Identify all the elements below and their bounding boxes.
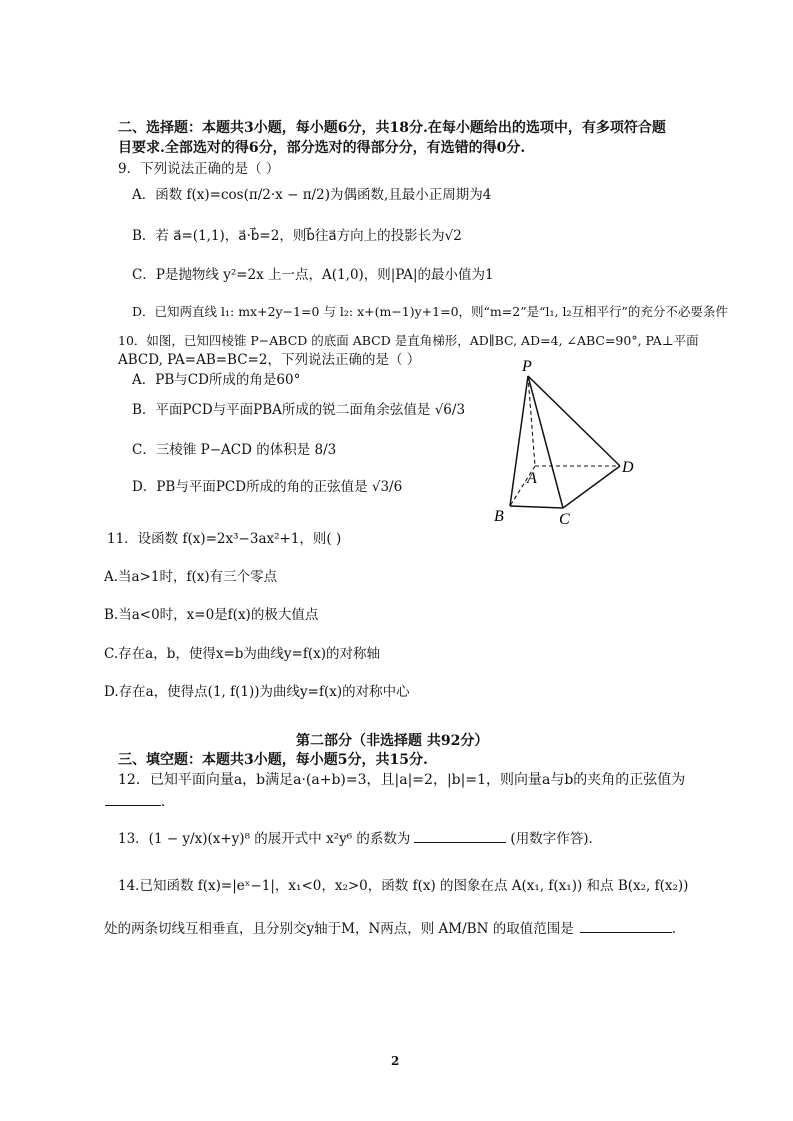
q14-line1: 14.已知函数 f(x)=|eˣ−1|，x₁<0，x₂>0，函数 f(x) 的图象在点 A(x₁, f(x₁)) 和点 B(x₂, f(x₂)) [118,878,689,894]
q14-answer-blank[interactable] [580,918,672,933]
edge-BC [510,506,563,508]
q12-answer-blank[interactable] [105,791,161,806]
pyramid-figure [480,358,660,533]
q14-line2 [104,918,676,938]
q12-line1: 12．已知平面向量a，b满足a·(a+b)=3，且|a|=2，|b|=1，则向量a与b的夹角的正弦值为 [118,772,686,788]
section2-header-line2: 目要求.全部选对的得6分，部分选对的得部分分，有选错的得0分. [118,140,526,156]
q10-stem-line2: ABCD, PA=AB=BC=2，下列说法正确的是（ ） [118,352,421,368]
q12-answer-line [105,791,165,811]
q14-period: . [671,921,676,937]
q9-option-b: B．若 a⃗=(1,1)，a⃗·b⃗=2，则b⃗往a⃗方向上的投影长为√2 [132,228,462,244]
q11-option-a: A.当a>1时，f(x)有三个零点 [104,569,278,585]
q13-tail: (用数字作答)． [510,831,602,847]
q13-line [118,828,602,848]
q10-option-d: D．PB与平面PCD所成的角的正弦值是 √3/6 [132,479,403,495]
page-number: 2 [391,1054,400,1068]
q13-answer-blank[interactable] [414,828,506,843]
q12-period: . [161,794,166,810]
edge-CD [563,466,620,508]
q11-option-b: B.当a<0时，x=0是f(x)的极大值点 [104,607,319,623]
edge-PB [510,376,528,506]
q10-option-a: A．PB与CD所成的角是60° [132,372,301,388]
edge-PD [528,376,620,466]
vertex-label-b: B [494,508,504,525]
section2-header-line1: 二、选择题：本题共3小题，每小题6分，共18分.在每小题给出的选项中，有多项符合题 [118,120,666,136]
q9-option-c: C．P是抛物线 y²=2x 上一点，A(1,0)，则|PA|的最小值为1 [132,267,494,283]
q11-stem: 11．设函数 f(x)=2x³−3ax²+1，则( ) [107,531,342,547]
q14-line2-text: 处的两条切线互相垂直，且分别交y轴于M，N两点，则 AM/BN 的取值范围是 [104,921,574,937]
q13-text: 13．(1 − y/x)(x+y)⁸ 的展开式中 x²y⁶ 的系数为 [118,831,411,847]
vertex-label-a: A [527,470,537,487]
q10-option-c: C．三棱锥 P−ACD 的体积是 8/3 [132,442,337,458]
vertex-label-c: C [559,511,570,528]
q9-option-d: D．已知两直线 l₁: mx+2y−1=0 与 l₂: x+(m−1)y+1=0，则“m=2”是“l₁, l₂互相平行”的充分不必要条件 [132,304,728,319]
q10-option-b: B．平面PCD与平面PBA所成的锐二面角余弦值是 √6/3 [132,402,466,418]
vertex-label-d: D [622,459,634,476]
q10-stem-line1: 10．如图，已知四棱锥 P−ABCD 的底面 ABCD 是直角梯形，AD∥BC, AD=4, ∠ABC=90°, PA⊥平面 [118,333,699,348]
q11-option-d: D.存在a，使得点(1, f(1))为曲线y=f(x)的对称中心 [104,684,410,700]
part2-title: 第二部分（非选择题 共92分） [296,733,489,749]
q11-option-c: C.存在a，b，使得x=b为曲线y=f(x)的对称轴 [104,646,380,662]
q9-option-a: A．函数 f(x)=cos(π/2·x − π/2)为偶函数,且最小正周期为4 [132,187,492,203]
q9-stem: 9．下列说法正确的是（ ） [118,161,280,177]
vertex-label-p: P [522,358,532,375]
section3-header: 三、填空题：本题共3小题，每小题5分，共15分. [118,752,428,768]
